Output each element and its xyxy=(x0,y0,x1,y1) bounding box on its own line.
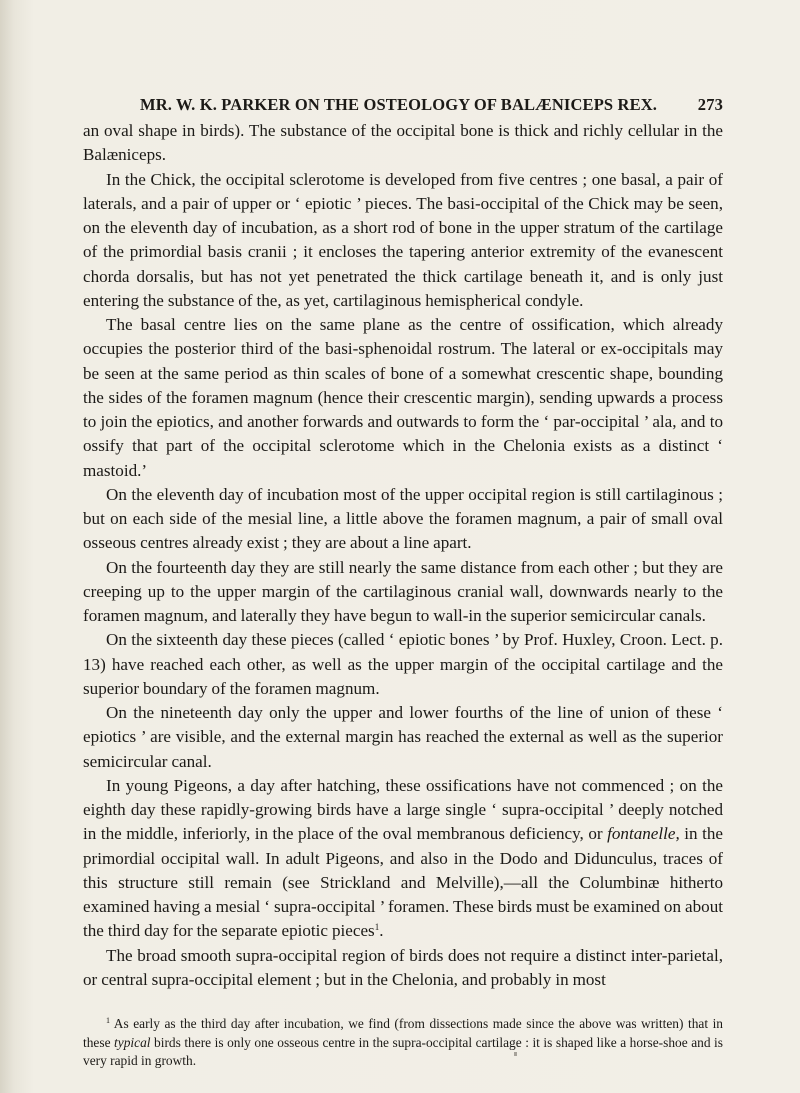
footnote xyxy=(83,1015,723,1071)
paragraph-chick-occipital: In the Chick, the occipital sclerotome is developed from five centres ; one basal, a pair of laterals, and a pair of upper or ‘ epiotic ’ pieces. The basi-occipital of the Chick may be seen, on the eleventh day of incubation, as a short rod of bone in the upper stratum of the cartilage of the primordial basis cranii ; it encloses the tapering anterior extremity of the evanescent chorda dorsalis, but has not yet penetrated the thick cartilage beneath it, and is only just entering the substance of the, as yet, cartilaginous hemispherical condyle. xyxy=(83,169,723,310)
page-number: 273 xyxy=(697,95,723,114)
paragraph-young-pigeons xyxy=(83,774,723,944)
pigeon-text-part-2: in the primordial occipital wall. In adult Pigeons, and also in the Dodo and Didunculus, traces of this structure still remain (see Strickland and Melville),—all the Columbinæ hitherto examined having a mesial ‘ supra-occipital ’ foramen. These birds must be examined on about the third day for the separate epiotic pieces xyxy=(83,824,723,941)
footnote-text-part-1: As early as the third day after incubation, we find (from dissections made since the above was written) that in these xyxy=(83,1016,723,1050)
paragraph-nineteenth-day: On the nineteenth day only the upper and lower fourths of the line of union of these ‘ epiotics ’ are visible, and the external margin has reached the external as well as the superior semicircular canal. xyxy=(83,703,723,771)
paragraph-sixteenth-day: On the sixteenth day these pieces (called ‘ epiotic bones ’ by Prof. Huxley, Croon. Lect. p. 13) have reached each other, as well as the upper margin of the occipital cartilage and the superior boundary of the foramen magnum. xyxy=(83,630,723,698)
paragraph-basal-centre: The basal centre lies on the same plane as the centre of ossification, which already occupies the posterior third of the basi-sphenoidal rostrum. The lateral or ex-occipitals may be seen at the same period as thin scales of bone of a somewhat crescentic shape, bounding the sides of the foramen magnum (hence their crescentic margin), sending upwards a process to join the epiotics, and another forwards and outwards to form the ‘ par-occipital ’ ala, and to ossify that part of the occipital sclerotome which in the Chelonia exists as a distinct ‘ mastoid.’ xyxy=(83,315,723,480)
paragraph-fourteenth-day: On the fourteenth day they are still nearly the same distance from each other ; but they are creeping up to the upper margin of the cartilaginous cranial wall, downwards nearly to the foramen magnum, and laterally they have begun to wall-in the superior semicircular canals. xyxy=(83,557,723,625)
footnote-reference[interactable]: 1 xyxy=(374,922,380,933)
body-text xyxy=(83,119,723,992)
footnote-marker: 1 xyxy=(106,1016,110,1025)
running-head xyxy=(140,95,723,117)
paper-speck xyxy=(514,1052,517,1056)
paragraph-eleventh-day: On the eleventh day of incubation most of the upper occipital region is still cartilaginous ; but on each side of the mesial line, a little above the foramen magnum, a pair of small oval osseous centres already exist ; they are about a line apart. xyxy=(83,484,723,553)
italic-term-typical: typical xyxy=(114,1034,151,1050)
paragraph-supra-occipital: The broad smooth supra-occipital region of birds does not require a distinct inter-parietal, or central supra-occipital element ; but in the Chelonia, and probably in most xyxy=(83,945,723,989)
pigeon-text-part-1: In young Pigeons, a day after hatching, these ossifications have not commenced ; on the eighth day these rapidly-growing birds have a large single ‘ supra-occipital ’ deeply notched in the middle, inferiorly, in the place of the oval membranous deficiency, or xyxy=(83,775,723,844)
footnote-text-part-2: birds there is only one osseous centre in the supra-occipital cartilage : it is shaped like a horse-shoe and is very rapid in growth. xyxy=(83,1034,723,1068)
paragraph-continuation: an oval shape in birds). The substance of the occipital bone is thick and richly cellular in the Balæniceps. xyxy=(83,121,723,165)
running-head-title: MR. W. K. PARKER ON THE OSTEOLOGY OF BALÆNICEPS REX. xyxy=(140,95,658,114)
pigeon-text-end: . xyxy=(379,921,384,941)
italic-term-fontanelle: fontanelle, xyxy=(607,824,680,844)
